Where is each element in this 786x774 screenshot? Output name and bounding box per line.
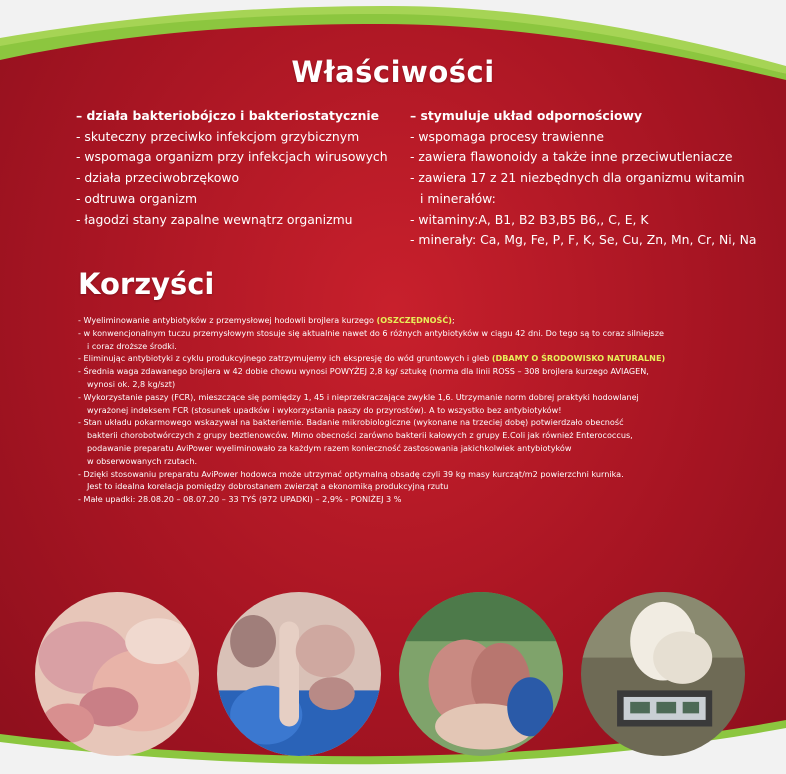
list-item: - łagodzi stany zapalne wewnątrz organizmu <box>76 211 353 227</box>
list-item: - wspomaga procesy trawienne <box>410 128 605 144</box>
benefit-line: - Średnia waga zdawanego brojlera w 42 dobie chowu wynosi POWYŻEJ 2,8 kg/ sztukę (norma dla linii ROSS – 308 brojlera kurzego AVIAGEN, <box>78 366 649 377</box>
benefit-line: w obserwowanych rzutach. <box>87 455 198 466</box>
benefit-line: - Stan układu pokarmowego wskazywał na bakteriemie. Badanie mikrobiologiczne (wykonane na trzeciej dobę) potwierdzało obecność <box>78 417 624 428</box>
benefit-line: wynosi ok. 2,8 kg/szt) <box>87 378 176 389</box>
benefit-text: - Wyeliminowanie antybiotyków z przemysłowej hodowli brojlera kurzego <box>78 315 377 325</box>
photo-chicken-organs-1 <box>35 592 199 756</box>
list-item: - zawiera flawonoidy a także inne przeciwutleniacze <box>410 149 733 165</box>
benefit-text: - Eliminując antybiotyki z cyklu produkcyjnego zatrzymujemy ich ekspresję do wód gruntowych i gleb <box>78 353 492 364</box>
list-item: - minerały: Ca, Mg, Fe, P, F, K, Se, Cu, Zn, Mn, Cr, Ni, Na <box>410 232 757 248</box>
highlight-savings: (OSZCZĘDNOŚĆ) <box>376 315 453 325</box>
photo-chicken-intestines <box>217 592 381 756</box>
benefit-line: podawanie preparatu AviPower wyeliminowało za każdym razem konieczność zastosowania jakichkolwiek antybiotyków <box>87 442 572 453</box>
list-item: - witaminy:A, B1, B2 B3,B5 B6,, C, E, K <box>410 211 649 227</box>
list-item: - zawiera 17 z 21 niezbędnych dla organizmu witamin <box>410 170 745 186</box>
benefit-line: Jest to idealna korelacja pomiędzy dobrostanem zwierząt a ekonomiką produkcyjną rzutu <box>87 481 449 492</box>
benefit-line <box>78 352 768 365</box>
list-item: - działa przeciwobrzękowo <box>76 170 240 186</box>
benefit-line: - Dzięki stosowaniu preparatu AviPower hodowca może utrzymać optymalną obsadę czyli 39 kg masy kurcząt/m2 powierzchni kurnika. <box>78 468 624 479</box>
highlight-environment: (DBAMY O ŚRODOWISKO NATURALNE) <box>491 353 666 364</box>
benefit-line: wyrażonej indeksem FCR (stosunek upadków i wykorzystania paszy do przyrostów). A to wszystko bez antybiotyków! <box>87 404 562 415</box>
benefit-line: - Wykorzystanie paszy (FCR), mieszczące się pomiędzy 1, 45 i nieprzekraczające zwykle 1,6. Utrzymanie norm dobrej praktyki hodowlanej <box>78 391 639 402</box>
list-item: - wspomaga organizm przy infekcjach wirusowych <box>76 149 388 165</box>
properties-left-list <box>76 127 406 231</box>
list-item: - odtruwa organizm <box>76 190 198 206</box>
benefit-line: - w konwencjonalnym tuczu przemysłowym stosuje się aktualnie nawet do 6 różnych antybiotyków w ciągu 42 dni. Do tego są to coraz silniejsze <box>78 327 664 338</box>
benefit-text: ; <box>452 315 455 325</box>
list-item: - skuteczny przeciwko infekcjom grzybicznym <box>76 128 360 144</box>
properties-right-heading: – stymuluje układ odpornościowy <box>410 108 643 123</box>
properties-left-column <box>76 106 406 230</box>
photo-chicken-organs-2 <box>399 592 563 756</box>
benefit-line: i coraz droższe środki. <box>87 340 177 351</box>
benefit-line: - Małe upadki: 28.08.20 – 08.07.20 – 33 TYŚ (972 UPADKI) – 2,9% - PONIŻEJ 3 % <box>78 494 402 505</box>
properties-left-heading: – działa bakteriobójczo i bakteriostatycznie <box>76 108 380 123</box>
properties-right-column <box>410 106 760 251</box>
benefits-list <box>78 314 768 506</box>
page-title: Właściwości <box>291 55 495 89</box>
photo-chicken-on-scale <box>581 592 745 756</box>
benefits-title: Korzyści <box>78 267 215 301</box>
properties-right-list <box>410 127 760 251</box>
benefit-line: bakterii chorobotwórczych z grupy beztlenowców. Mimo obecności zarówno bakterii kałowych z grupy E.Coli jak również Enterococcus, <box>87 430 633 441</box>
list-item: i minerałów: <box>420 190 496 206</box>
benefit-line <box>78 314 768 327</box>
